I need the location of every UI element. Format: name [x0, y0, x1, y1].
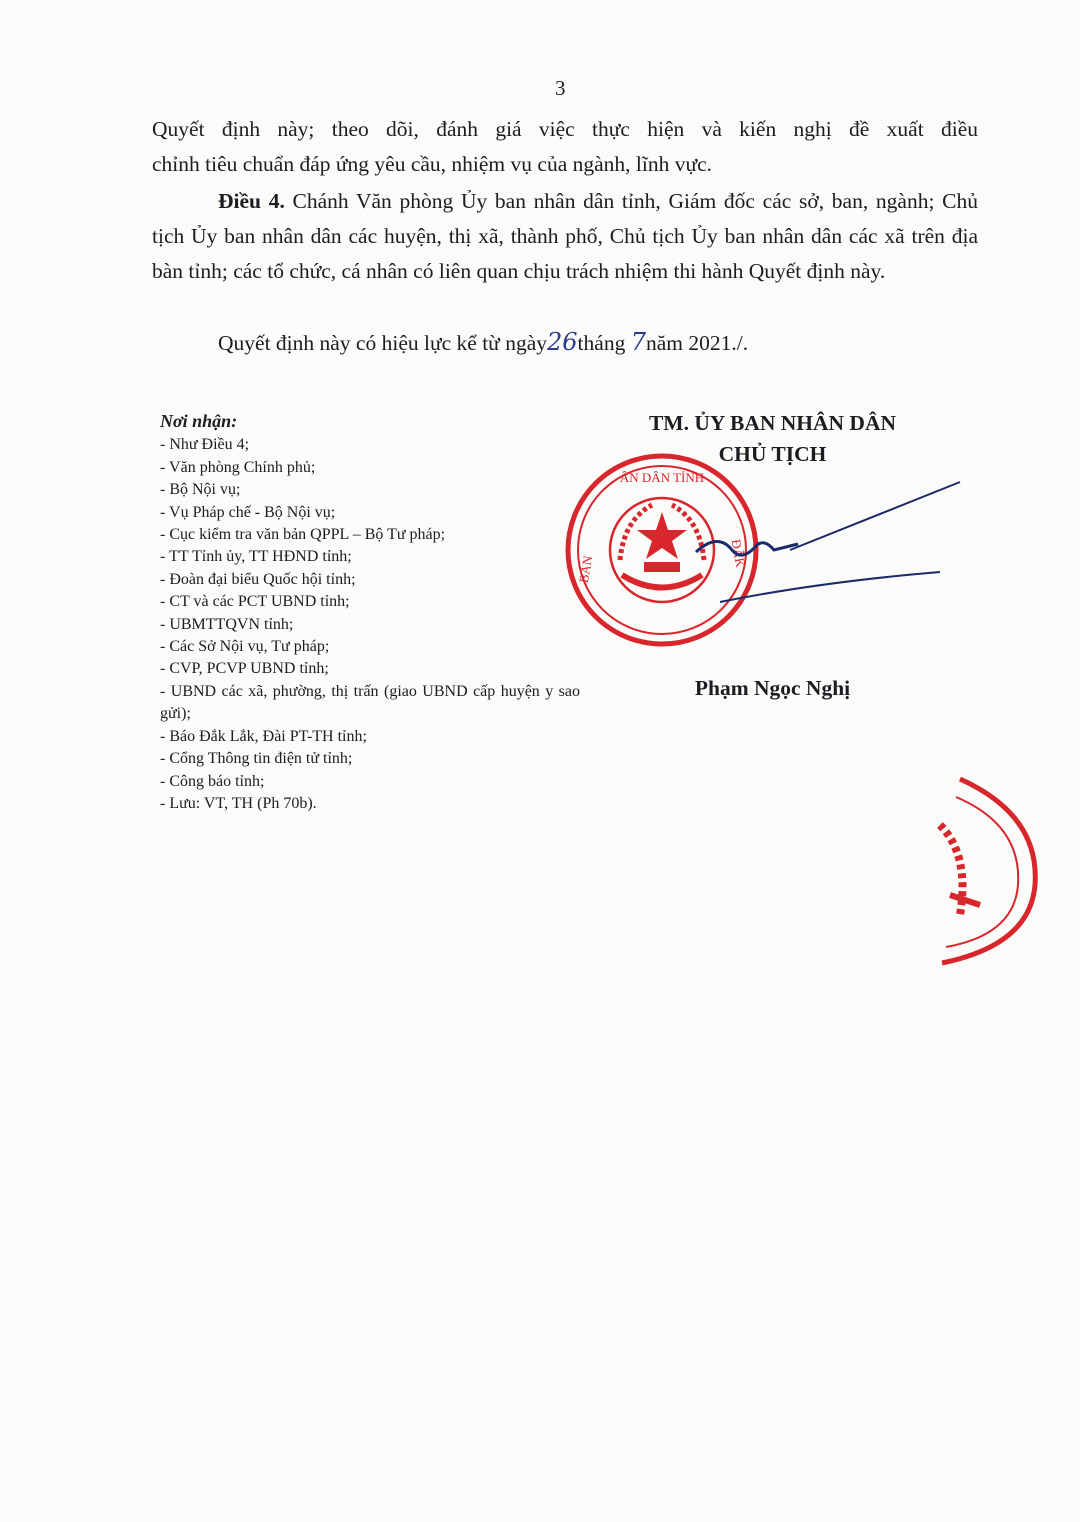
recipient-item: - Cổng Thông tin điện tử tỉnh; [160, 750, 353, 768]
recipient-item: - Báo Đắk Lắk, Đài PT-TH tỉnh; [160, 727, 367, 745]
handwritten-signature-icon [690, 470, 980, 610]
partial-seal-icon [930, 775, 1080, 975]
effective-month-handwritten: 7 [630, 328, 646, 356]
paragraph-line: chỉnh tiêu chuẩn đáp ứng yêu cầu, nhiệm vụ của ngành, lĩnh vực. [152, 152, 713, 176]
recipient-item: - Vụ Pháp chế - Bộ Nội vụ; [160, 503, 336, 521]
seal-text-left: BAN [575, 554, 596, 585]
recipient-item: - Lưu: VT, TH (Ph 70b). [160, 794, 317, 812]
seal-text-right: ĐẮK [728, 538, 749, 569]
recipient-item: - Bộ Nội vụ; [160, 481, 241, 499]
effective-day-handwritten: 26 [547, 328, 578, 356]
signature-org-line1: TM. ỦY BAN NHÂN DÂN [648, 411, 897, 435]
recipient-item: - Công báo tỉnh; [160, 772, 265, 790]
article-4-label: Điều 4. [218, 189, 285, 213]
recipients-block [160, 410, 580, 815]
page-number: 3 [555, 76, 566, 100]
recipient-item: - Văn phòng Chính phủ; [160, 458, 316, 476]
article-4-body: Chánh Văn phòng Ủy ban nhân dân tỉnh, Giám đốc các sở, ban, ngành; Chủ tịch Ủy ban nhân dân các huyện, thị xã, thành phố, Chủ tịch Ủy ban nhân dân các xã trên địa bàn tỉnh; các tổ chức, cá nhân có liên quan chịu trách nhiệm thi hành Quyết định này. [152, 189, 978, 283]
paragraph-continuation [152, 112, 978, 182]
recipients-list [160, 434, 580, 815]
article-4-text [152, 184, 978, 289]
recipient-item: - TT Tỉnh ủy, TT HĐND tỉnh; [160, 548, 352, 566]
effective-date-line [218, 325, 748, 361]
effective-prefix: Quyết định này có hiệu lực kể từ ngày [218, 331, 547, 355]
recipient-item: - Đoàn đại biểu Quốc hội tỉnh; [160, 570, 356, 588]
recipient-item: - CT và các PCT UBND tỉnh; [160, 593, 350, 611]
signature-title: CHỦ TỊCH [718, 442, 827, 466]
recipient-item: - Cục kiểm tra văn bản QPPL – Bộ Tư pháp; [160, 526, 446, 544]
recipients-title: Nơi nhận: [160, 411, 238, 431]
recipient-item: - CVP, PCVP UBND tỉnh; [160, 660, 329, 678]
seal-text-top: ÂN DÂN TỈNH [619, 470, 705, 485]
signer-name: Phạm Ngọc Nghị [694, 676, 851, 700]
recipient-item: - UBND các xã, phường, thị trấn (giao UBND cấp huyện y sao gửi); [160, 682, 580, 723]
paragraph-line: Quyết định này; theo dõi, đánh giá việc thực hiện và kiến nghị đề xuất điều [152, 117, 978, 141]
recipient-item: - UBMTTQVN tỉnh; [160, 615, 294, 633]
recipient-item: - Các Sở Nội vụ, Tư pháp; [160, 638, 330, 656]
article-4-paragraph [152, 184, 978, 289]
effective-suffix: năm 2021./. [645, 331, 749, 355]
effective-month-word: tháng [577, 331, 626, 355]
recipient-item: - Như Điều 4; [160, 436, 250, 454]
